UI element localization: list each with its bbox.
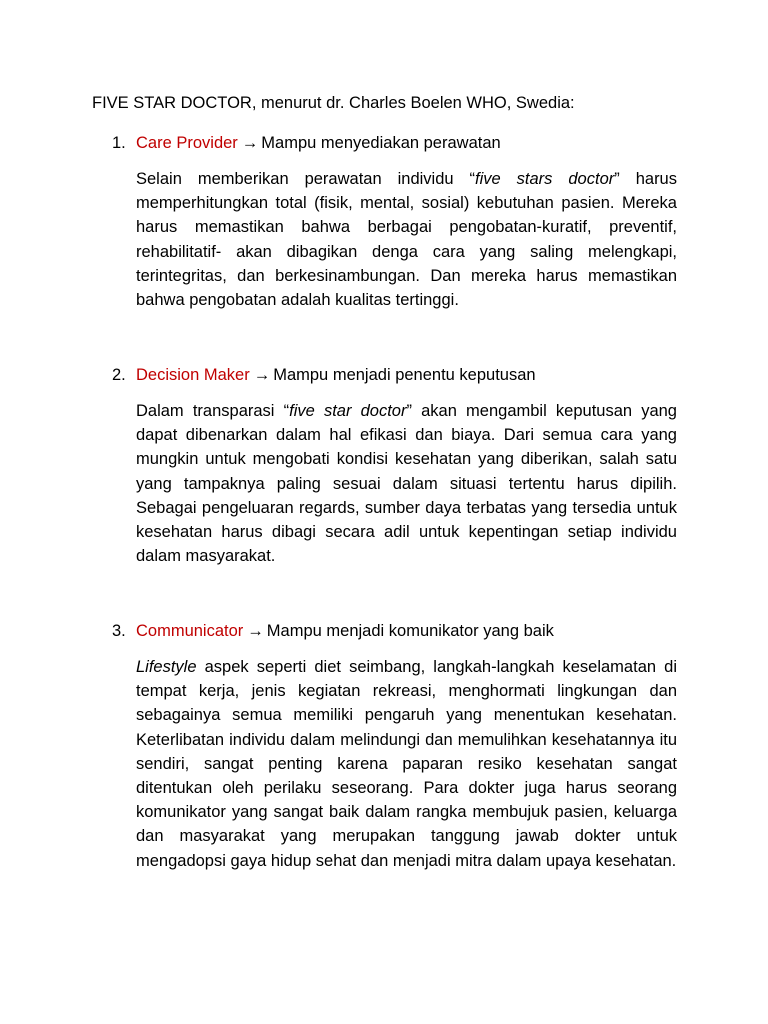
paragraph-text: Selain memberikan perawatan individu “ [136,170,476,188]
item-paragraph [136,655,677,873]
role-label: Decision Maker [136,366,250,384]
paragraph-italic-text: five star doctor [289,402,407,420]
item-paragraph [136,399,677,568]
paragraph-italic-text: five stars doctor [475,170,615,188]
document-title: FIVE STAR DOCTOR, menurut dr. Charles Boelen WHO, Swedia: [92,94,575,112]
paragraph-text: Dalam transparasi “ [136,402,290,420]
paragraph-text: aspek seperti diet seimbang, langkah-langkah keselamatan di tempat kerja, jenis kegiatan rekreasi, menghormati lingkungan dan sebagainya semua memiliki pengaruh yang menentukan kesehatan. Keterlibatan individu dalam melindungi dan memulihkan kesehatannya itu sendiri, sangat penting karena paparan resiko kesehatan sangat ditentukan oleh perilaku seseorang. Para dokter juga harus seorang komunikator yang sangat baik dalam rangka membujuk pasien, keluarga dan masyarakat yang merupakan tanggung jawab dokter untuk mengadopsi gaya hidup sehat dan menjadi mitra dalam upaya kesehatan. [136,658,677,870]
arrow-right-icon: → [247,622,264,640]
role-label: Communicator [136,622,244,640]
role-description: Mampu menyediakan perawatan [261,134,501,152]
item-number: 2. [112,366,126,384]
role-description: Mampu menjadi penentu keputusan [273,366,536,384]
item-number: 3. [112,622,126,640]
arrow-right-icon: → [241,134,259,152]
item-paragraph [136,167,677,312]
list-item-heading [112,131,501,155]
list-item-heading [112,363,536,387]
list-item-heading [112,619,554,643]
role-label: Care Provider [136,134,238,152]
paragraph-italic-text: Lifestyle [136,658,197,676]
item-number: 1. [112,134,126,152]
role-description: Mampu menjadi komunikator yang baik [266,622,554,640]
paragraph-text: ” harus memperhitungkan total (fisik, mental, sosial) kebutuhan pasien. Mereka harus memastikan bahwa berbagai pengobatan-kuratif, preventif, rehabilitatif- akan dibagikan denga cara yang saling melengkapi, terintegritas, dan berkesinambungan. Dan mereka harus memastikan bahwa pengobatan adalah kualitas tertinggi. [136,170,677,310]
paragraph-text: ” akan mengambil keputusan yang dapat dibenarkan dalam hal efikasi dan biaya. Dari semua cara yang mungkin untuk mengobati kondisi kesehatan yang diberikan, salah satu yang tampaknya paling sesuai dalam situasi tertentu harus dipilih. Sebagai pengeluaran regards, sumber daya terbatas yang tersedia untuk kesehatan harus dibagi secara adil untuk kepentingan setiap individu dalam masyarakat. [136,402,677,566]
arrow-right-icon: → [253,366,271,384]
